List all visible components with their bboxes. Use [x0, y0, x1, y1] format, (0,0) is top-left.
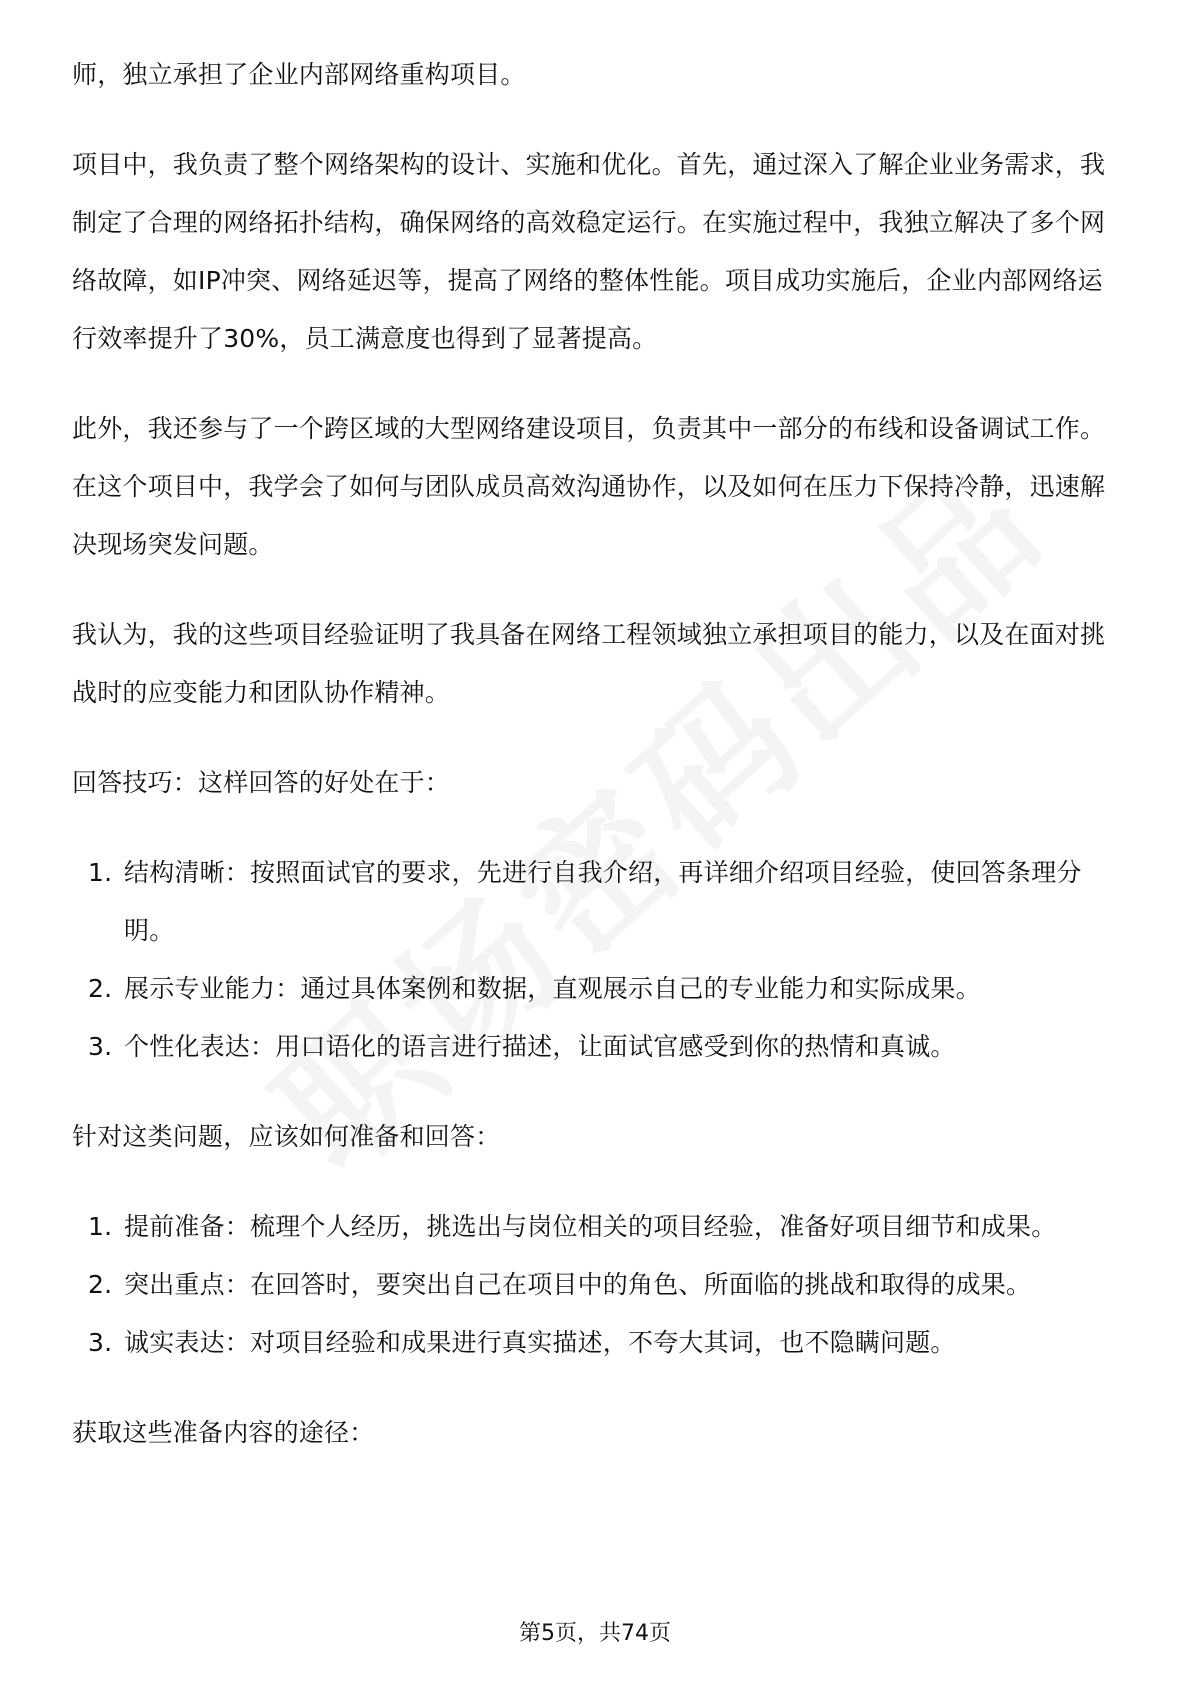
list-item-text: 展示专业能力：通过具体案例和数据，直观展示自己的专业能力和实际成果。	[124, 974, 981, 1003]
list-number: 2.	[88, 974, 113, 1003]
list-number: 3.	[88, 1328, 113, 1357]
list-item-text: 提前准备：梳理个人经历，挑选出与岗位相关的项目经验，准备好项目细节和成果。	[124, 1212, 1057, 1241]
list-item-text: 诚实表达：对项目经验和成果进行真实描述，不夸大其词，也不隐瞒问题。	[124, 1328, 956, 1357]
page-footer: 第5页，共74页	[519, 1621, 671, 1646]
list-item-text: 突出重点：在回答时，要突出自己在项目中的角色、所面临的挑战和取得的成果。	[124, 1270, 1032, 1299]
paragraph-extra-project: 此外，我还参与了一个跨区域的大型网络建设项目，负责其中一部分的布线和设备调试工作。在这个项目中，我学会了如何与团队成员高效沟通协作，以及如何在压力下保持冷静，迅速解决现场突发问题。	[72, 414, 1106, 559]
prep-heading: 针对这类问题，应该如何准备和回答：	[72, 1122, 501, 1151]
list-item	[72, 960, 1118, 1018]
list-number: 1.	[88, 858, 113, 887]
list-item	[72, 1018, 1118, 1076]
list-item	[72, 1256, 1118, 1314]
list-number: 1.	[88, 1212, 113, 1241]
source-heading: 获取这些准备内容的途径：	[72, 1418, 375, 1447]
paragraph-intro-tail: 师，独立承担了企业内部网络重构项目。	[72, 60, 526, 89]
list-item-text: 结构清晰：按照面试官的要求，先进行自我介绍，再详细介绍项目经验，使回答条理分明。	[124, 858, 1082, 945]
list-item	[72, 844, 1118, 960]
paragraph-conclusion: 我认为，我的这些项目经验证明了我具备在网络工程领域独立承担项目的能力，以及在面对挑战时的应变能力和团队协作精神。	[72, 620, 1106, 707]
list-item	[72, 1198, 1118, 1256]
list-number: 2.	[88, 1270, 113, 1299]
document-body	[72, 46, 1118, 1494]
tips-heading: 回答技巧：这样回答的好处在于：	[72, 768, 451, 797]
paragraph-project: 项目中，我负责了整个网络架构的设计、实施和优化。首先，通过深入了解企业业务需求，我制定了合理的网络拓扑结构，确保网络的高效稳定运行。在实施过程中，我独立解决了多个网络故障，如IP冲突、网络延迟等，提高了网络的整体性能。项目成功实施后，企业内部网络运行效率提升了30%，员工满意度也得到了显著提高。	[72, 150, 1106, 353]
list-number: 3.	[88, 1032, 113, 1061]
tips-list	[72, 844, 1118, 1076]
list-item	[72, 1314, 1118, 1372]
list-item-text: 个性化表达：用口语化的语言进行描述，让面试官感受到你的热情和真诚。	[124, 1032, 956, 1061]
prep-list	[72, 1198, 1118, 1372]
